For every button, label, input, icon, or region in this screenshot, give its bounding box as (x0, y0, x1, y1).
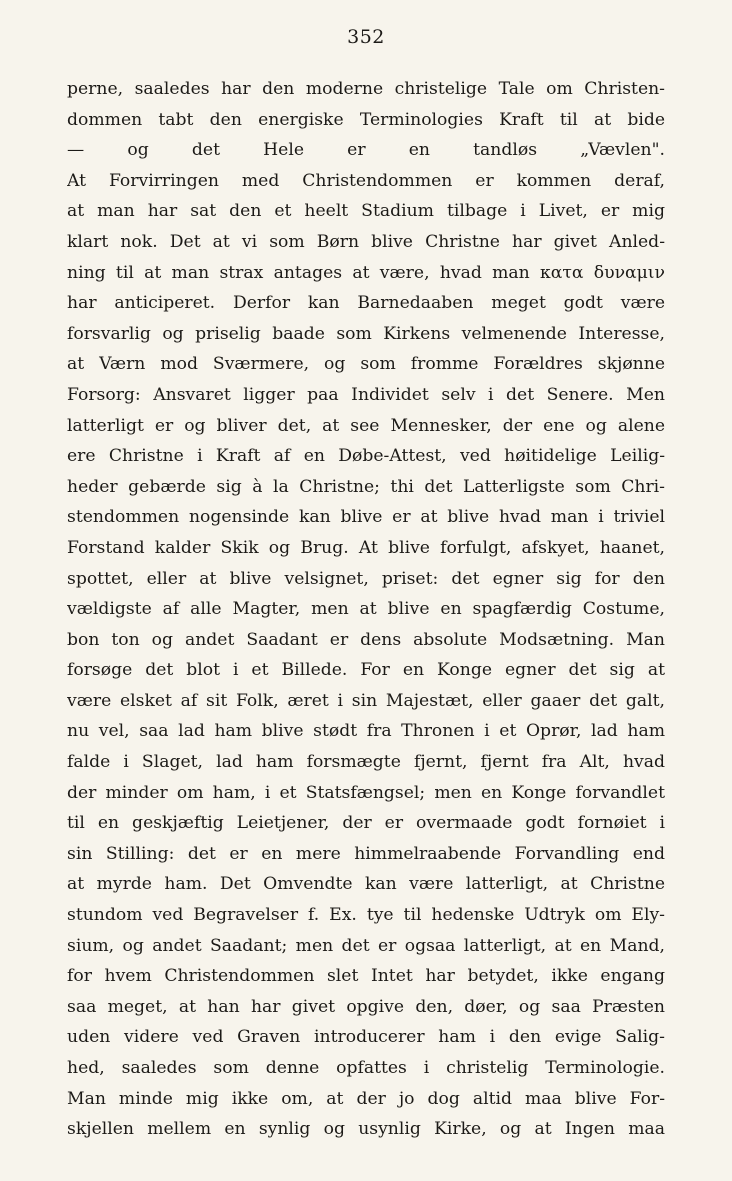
text-line: perne, saaledes har den moderne christelige Tale om Christen- (67, 79, 665, 99)
text-line: nu vel, saa lad ham blive stødt fra Thronen i et Oprør, lad ham (67, 721, 665, 742)
text-line: at Værn mod Sværmere, og som fromme Forældres skjønne (67, 354, 665, 375)
text-line: stendommen nogensinde kan blive er at blive hvad man i triviel (67, 507, 665, 528)
text-line: forsøge det blot i et Billede. For en Konge egner det sig at (67, 660, 665, 681)
text-line: — og det Hele er en tandløs „Vævlen". (67, 140, 665, 161)
text-line: sin Stilling: det er en mere himmelraabende Forvandling end (67, 843, 665, 864)
text-line: for hvem Christendommen slet Intet har betydet, ikke engang (67, 966, 665, 987)
text-line: vældigste af alle Magter, men at blive en spagfærdig Costume, (67, 599, 665, 620)
text-line: ere Christne i Kraft af en Døbe-Attest, ved høitidelige Leilig- (67, 446, 665, 467)
text-line: at myrde ham. Det Omvendte kan være latterligt, at Christne (67, 874, 665, 895)
text-line: ning til at man strax antages at være, hvad man κατα δυναμιν (67, 262, 665, 283)
text-line: uden videre ved Graven introducerer ham i den evige Salig- (67, 1027, 665, 1048)
text-line: klart nok. Det at vi som Børn blive Christne har givet Anled- (67, 231, 665, 252)
text-line: at man har sat den et heelt Stadium tilbage i Livet, er mig (67, 201, 665, 222)
text-line: latterligt er og bliver det, at see Mennesker, der ene og alene (67, 415, 665, 436)
text-line: saa meget, at han har givet opgive den, døer, og saa Præsten (67, 996, 665, 1017)
text-line: Forsorg: Ansvaret ligger paa Individet selv i det Senere. Men (67, 384, 665, 405)
text-line: har anticiperet. Derfor kan Barnedaaben meget godt være (67, 293, 665, 314)
text-line: dommen tabt den energiske Terminologies Kraft til at bide (67, 109, 665, 130)
text-line: være elsket af sit Folk, æret i sin Majestæt, eller gaaer det galt, (67, 690, 665, 711)
text-line: heder gebærde sig à la Christne; thi det Latterligste som Chri- (67, 476, 665, 497)
text-line: bon ton og andet Saadant er dens absolute Modsætning. Man (67, 629, 665, 650)
text-line: Forstand kalder Skik og Brug. At blive forfulgt, afskyet, haanet, (67, 537, 665, 558)
text-line: Man minde mig ikke om, at der jo dog altid maa blive For- (67, 1088, 665, 1109)
text-line: stundom ved Begravelser f. Ex. tye til hedenske Udtryk om Ely- (67, 905, 665, 926)
body-text (67, 74, 665, 1145)
text-line: skjellen mellem en synlig og usynlig Kirke, og at Ingen maa (67, 1119, 665, 1140)
text-line: sium, og andet Saadant; men det er ogsaa latterligt, at en Mand, (67, 935, 665, 956)
text-line: der minder om ham, i et Statsfængsel; men en Konge forvandlet (67, 782, 665, 803)
text-line: falde i Slaget, lad ham forsmægte fjernt, fjernt fra Alt, hvad (67, 752, 665, 773)
text-line: At Forvirringen med Christendommen er kommen deraf, (67, 170, 665, 191)
text-line: spottet, eller at blive velsignet, priset: det egner sig for den (67, 568, 665, 589)
page-number: 352 (347, 26, 385, 48)
text-line: hed, saaledes som denne opfattes i christelig Terminologie. (67, 1058, 665, 1078)
text-line: forsvarlig og priselig baade som Kirkens velmenende Interesse, (67, 323, 665, 344)
text-line: til en geskjæftig Leietjener, der er overmaade godt fornøiet i (67, 813, 665, 834)
